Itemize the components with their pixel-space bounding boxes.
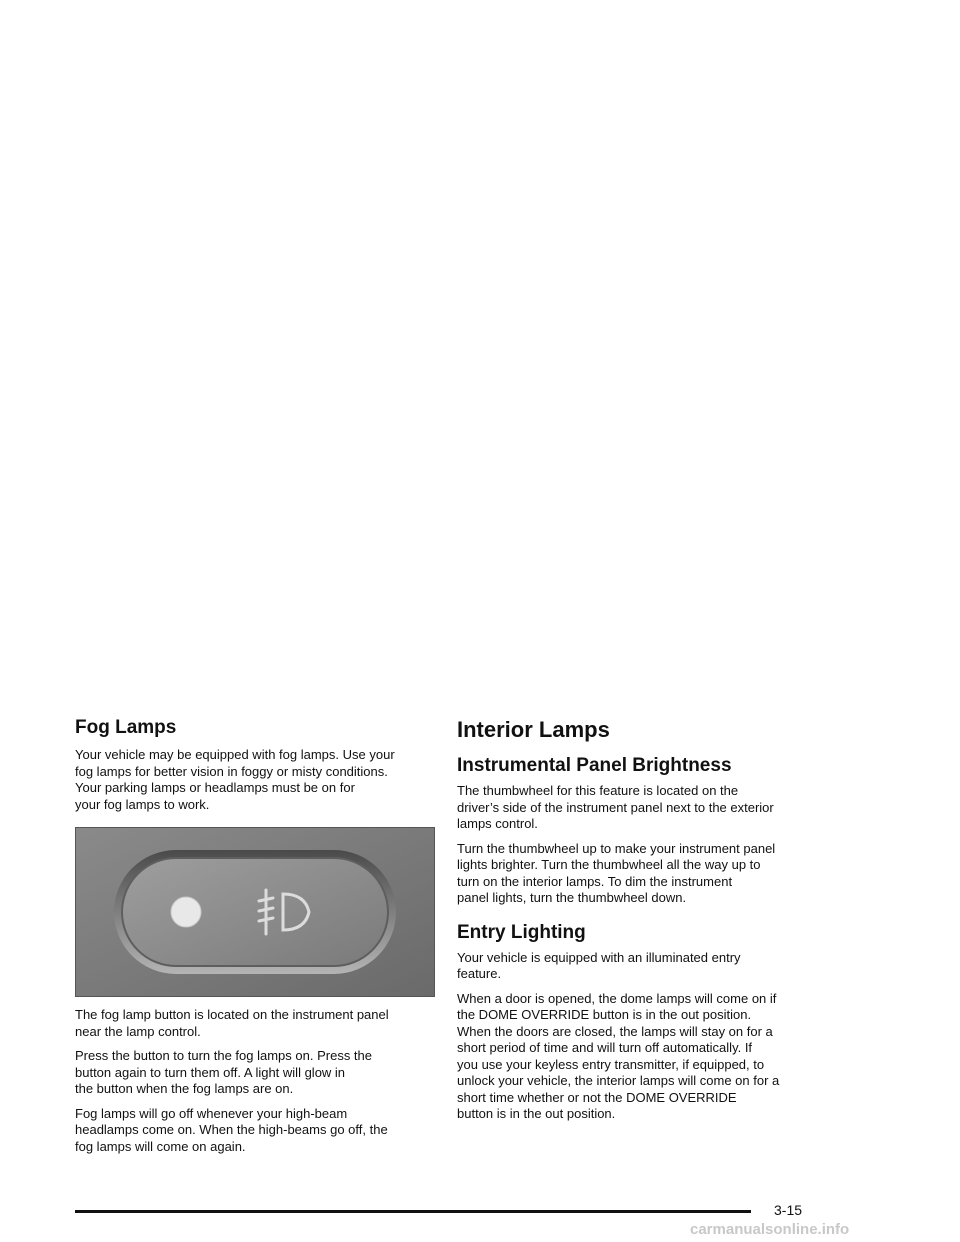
entry-lighting-intro: Your vehicle is equipped with an illuminated entry feature. [457, 949, 741, 981]
interior-lamps-heading: Interior Lamps [457, 717, 610, 742]
right-column [457, 716, 829, 1131]
panel-brightness-location: The thumbwheel for this feature is located on the driver’s side of the instrument panel next to the exterior lamps control. [457, 783, 774, 831]
entry-lighting-details: When a door is opened, the dome lamps will come on if the DOME OVERRIDE button is in the out position. When the doors are closed, the lamps will stay on for a short period of time and will turn off automatically. If you use your keyless entry transmitter, if equipped, to unlock your vehicle, the interior lamps will come on for a short time whether or not the DOME OVERRIDE button is in the out position. [457, 990, 780, 1121]
fog-lamp-button-illustration [76, 828, 434, 996]
fog-lamps-intro: Your vehicle may be equipped with fog lamps. Use your fog lamps for better vision in foggy or misty conditions. Your parking lamps or headlamps must be on for your fog lamps to work. [75, 747, 395, 812]
fog-lamps-high-beam-note: Fog lamps will go off whenever your high-beam headlamps come on. When the high-beams go off, the fog lamps will come on again. [75, 1105, 388, 1154]
watermark: carmanualsonline.info [690, 1221, 850, 1238]
panel-brightness-heading: Instrumental Panel Brightness [457, 755, 732, 776]
indicator-light-icon [171, 897, 201, 927]
fog-lamp-button-photo [75, 827, 435, 997]
panel-brightness-instructions: Turn the thumbwheel up to make your instrument panel lights brighter. Turn the thumbwheel all the way up to turn on the interior lamps. To dim the instrument panel lights, turn the thumbwheel down. [457, 840, 776, 905]
entry-lighting-heading: Entry Lighting [457, 921, 586, 943]
page-number: 3-15 [774, 1202, 803, 1218]
fog-lamps-operation: Press the button to turn the fog lamps on. Press the button again to turn them off. A light will glow in the button when the fog lamps are on. [75, 1048, 373, 1096]
left-column [75, 716, 435, 1163]
fog-lamps-heading: Fog Lamps [75, 717, 177, 738]
footer-rule [75, 1210, 751, 1213]
fog-lamps-location: The fog lamp button is located on the instrument panel near the lamp control. [75, 1007, 389, 1039]
